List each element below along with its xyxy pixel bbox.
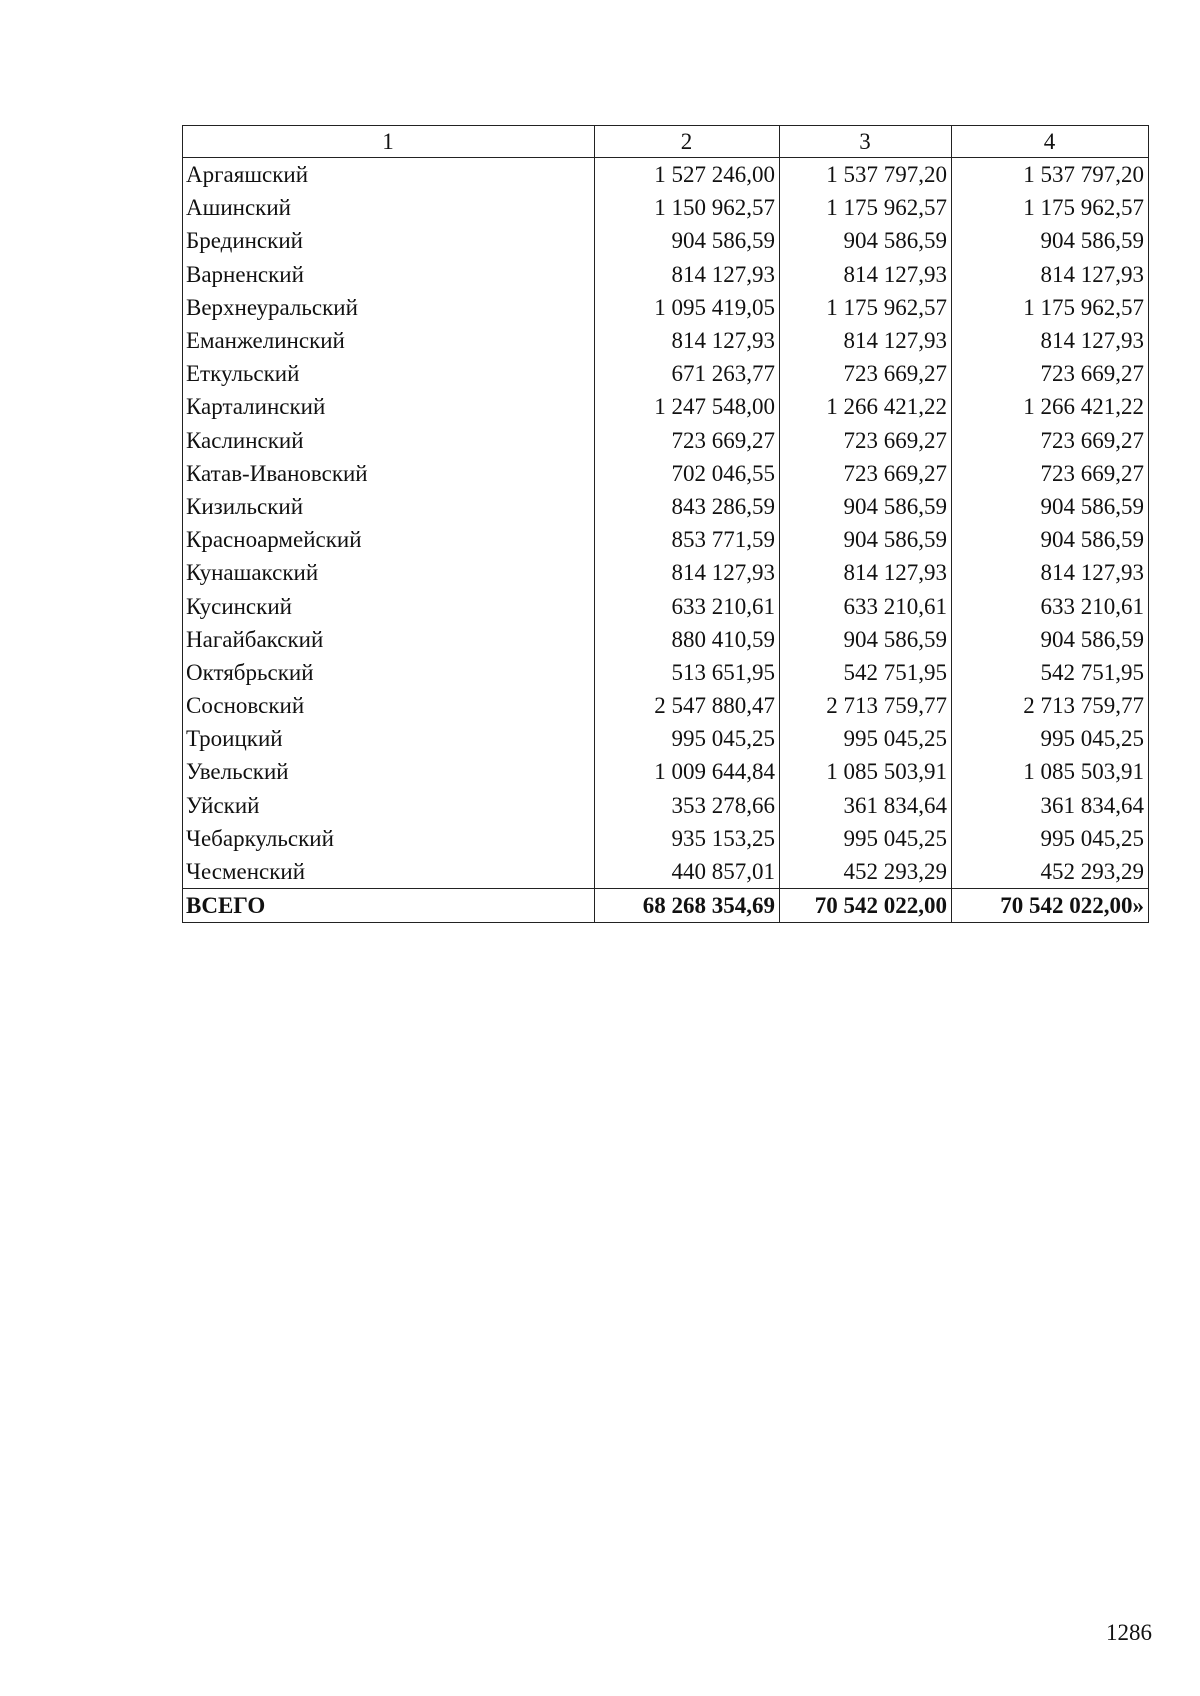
- value-col4: 904 586,59: [952, 623, 1149, 656]
- table-row: [183, 722, 1149, 755]
- table-row: [183, 158, 1149, 192]
- value-col4: 1 175 962,57: [952, 191, 1149, 224]
- table-row: [183, 357, 1149, 390]
- district-name: Кунашакский: [183, 556, 595, 589]
- value-col3: 904 586,59: [780, 523, 952, 556]
- total-value-col2: 68 268 354,69: [595, 889, 780, 923]
- table-row: [183, 324, 1149, 357]
- value-col3: 723 669,27: [780, 357, 952, 390]
- value-col3: 995 045,25: [780, 822, 952, 855]
- value-col4: 1 266 421,22: [952, 390, 1149, 423]
- value-col2: 880 410,59: [595, 623, 780, 656]
- table-footer: [183, 889, 1149, 923]
- value-col3: 814 127,93: [780, 556, 952, 589]
- value-col4: 904 586,59: [952, 224, 1149, 257]
- value-col4: 452 293,29: [952, 855, 1149, 889]
- district-name: Ашинский: [183, 191, 595, 224]
- value-col2: 1 009 644,84: [595, 755, 780, 788]
- value-col3: 814 127,93: [780, 258, 952, 291]
- value-col4: 723 669,27: [952, 357, 1149, 390]
- district-name: Уйский: [183, 789, 595, 822]
- table-row: [183, 623, 1149, 656]
- value-col3: 633 210,61: [780, 589, 952, 622]
- value-col2: 995 045,25: [595, 722, 780, 755]
- table-row: [183, 855, 1149, 889]
- value-col4: 904 586,59: [952, 523, 1149, 556]
- value-col3: 904 586,59: [780, 490, 952, 523]
- district-name: Кусинский: [183, 589, 595, 622]
- value-col2: 853 771,59: [595, 523, 780, 556]
- value-col3: 814 127,93: [780, 324, 952, 357]
- column-header-4: 4: [952, 126, 1149, 158]
- table-row: [183, 523, 1149, 556]
- page-number: 1286: [1106, 1620, 1152, 1645]
- value-col2: 440 857,01: [595, 855, 780, 889]
- table-row: [183, 291, 1149, 324]
- value-col3: 1 085 503,91: [780, 755, 952, 788]
- district-name: Троицкий: [183, 722, 595, 755]
- value-col4: 904 586,59: [952, 490, 1149, 523]
- column-header-2: 2: [595, 126, 780, 158]
- value-col3: 2 713 759,77: [780, 689, 952, 722]
- value-col4: 1 085 503,91: [952, 755, 1149, 788]
- table-row: [183, 556, 1149, 589]
- value-col4: 723 669,27: [952, 457, 1149, 490]
- value-col4: 723 669,27: [952, 424, 1149, 457]
- value-col3: 904 586,59: [780, 623, 952, 656]
- value-col3: 1 537 797,20: [780, 158, 952, 192]
- value-col2: 1 527 246,00: [595, 158, 780, 192]
- value-col2: 935 153,25: [595, 822, 780, 855]
- district-name: Красноармейский: [183, 523, 595, 556]
- value-col3: 995 045,25: [780, 722, 952, 755]
- value-col2: 904 586,59: [595, 224, 780, 257]
- district-name: Сосновский: [183, 689, 595, 722]
- value-col3: 1 175 962,57: [780, 291, 952, 324]
- total-label: ВСЕГО: [183, 889, 595, 923]
- district-name: Чесменский: [183, 855, 595, 889]
- table-row: [183, 490, 1149, 523]
- total-value-col3: 70 542 022,00: [780, 889, 952, 923]
- table-row: [183, 822, 1149, 855]
- value-col3: 904 586,59: [780, 224, 952, 257]
- value-col4: 814 127,93: [952, 556, 1149, 589]
- table-row: [183, 789, 1149, 822]
- table-row: [183, 390, 1149, 423]
- table-header: [183, 126, 1149, 158]
- value-col2: 814 127,93: [595, 258, 780, 291]
- value-col2: 353 278,66: [595, 789, 780, 822]
- district-name: Аргаяшский: [183, 158, 595, 192]
- district-name: Увельский: [183, 755, 595, 788]
- value-col3: 361 834,64: [780, 789, 952, 822]
- district-name: Октябрьский: [183, 656, 595, 689]
- budget-table: [182, 125, 1149, 923]
- value-col2: 2 547 880,47: [595, 689, 780, 722]
- district-name: Катав-Ивановский: [183, 457, 595, 490]
- table-row: [183, 457, 1149, 490]
- column-header-3: 3: [780, 126, 952, 158]
- table-row: [183, 191, 1149, 224]
- value-col2: 513 651,95: [595, 656, 780, 689]
- value-col4: 1 175 962,57: [952, 291, 1149, 324]
- district-name: Карталинский: [183, 390, 595, 423]
- value-col2: 723 669,27: [595, 424, 780, 457]
- value-col2: 1 150 962,57: [595, 191, 780, 224]
- value-col4: 814 127,93: [952, 258, 1149, 291]
- value-col2: 671 263,77: [595, 357, 780, 390]
- district-name: Брединский: [183, 224, 595, 257]
- district-name: Кизильский: [183, 490, 595, 523]
- value-col2: 1 095 419,05: [595, 291, 780, 324]
- value-col3: 542 751,95: [780, 656, 952, 689]
- header-row: [183, 126, 1149, 158]
- value-col2: 814 127,93: [595, 556, 780, 589]
- column-header-1: 1: [183, 126, 595, 158]
- value-col4: 995 045,25: [952, 722, 1149, 755]
- table-row: [183, 589, 1149, 622]
- value-col2: 702 046,55: [595, 457, 780, 490]
- table-row: [183, 656, 1149, 689]
- table-row: [183, 224, 1149, 257]
- table-row: [183, 755, 1149, 788]
- district-name: Еткульский: [183, 357, 595, 390]
- table-body: [183, 158, 1149, 889]
- district-name: Каслинский: [183, 424, 595, 457]
- value-col2: 1 247 548,00: [595, 390, 780, 423]
- district-name: Еманжелинский: [183, 324, 595, 357]
- value-col2: 633 210,61: [595, 589, 780, 622]
- table-row: [183, 424, 1149, 457]
- total-value-col4: 70 542 022,00»: [952, 889, 1149, 923]
- value-col3: 452 293,29: [780, 855, 952, 889]
- table-row: [183, 689, 1149, 722]
- value-col4: 2 713 759,77: [952, 689, 1149, 722]
- value-col2: 814 127,93: [595, 324, 780, 357]
- value-col4: 814 127,93: [952, 324, 1149, 357]
- value-col3: 1 266 421,22: [780, 390, 952, 423]
- value-col4: 361 834,64: [952, 789, 1149, 822]
- value-col4: 633 210,61: [952, 589, 1149, 622]
- value-col4: 995 045,25: [952, 822, 1149, 855]
- table-row: [183, 258, 1149, 291]
- value-col2: 843 286,59: [595, 490, 780, 523]
- value-col3: 1 175 962,57: [780, 191, 952, 224]
- district-name: Верхнеуральский: [183, 291, 595, 324]
- value-col4: 1 537 797,20: [952, 158, 1149, 192]
- value-col3: 723 669,27: [780, 457, 952, 490]
- district-name: Нагайбакский: [183, 623, 595, 656]
- district-name: Варненский: [183, 258, 595, 291]
- district-name: Чебаркульский: [183, 822, 595, 855]
- value-col3: 723 669,27: [780, 424, 952, 457]
- total-row: [183, 889, 1149, 923]
- value-col4: 542 751,95: [952, 656, 1149, 689]
